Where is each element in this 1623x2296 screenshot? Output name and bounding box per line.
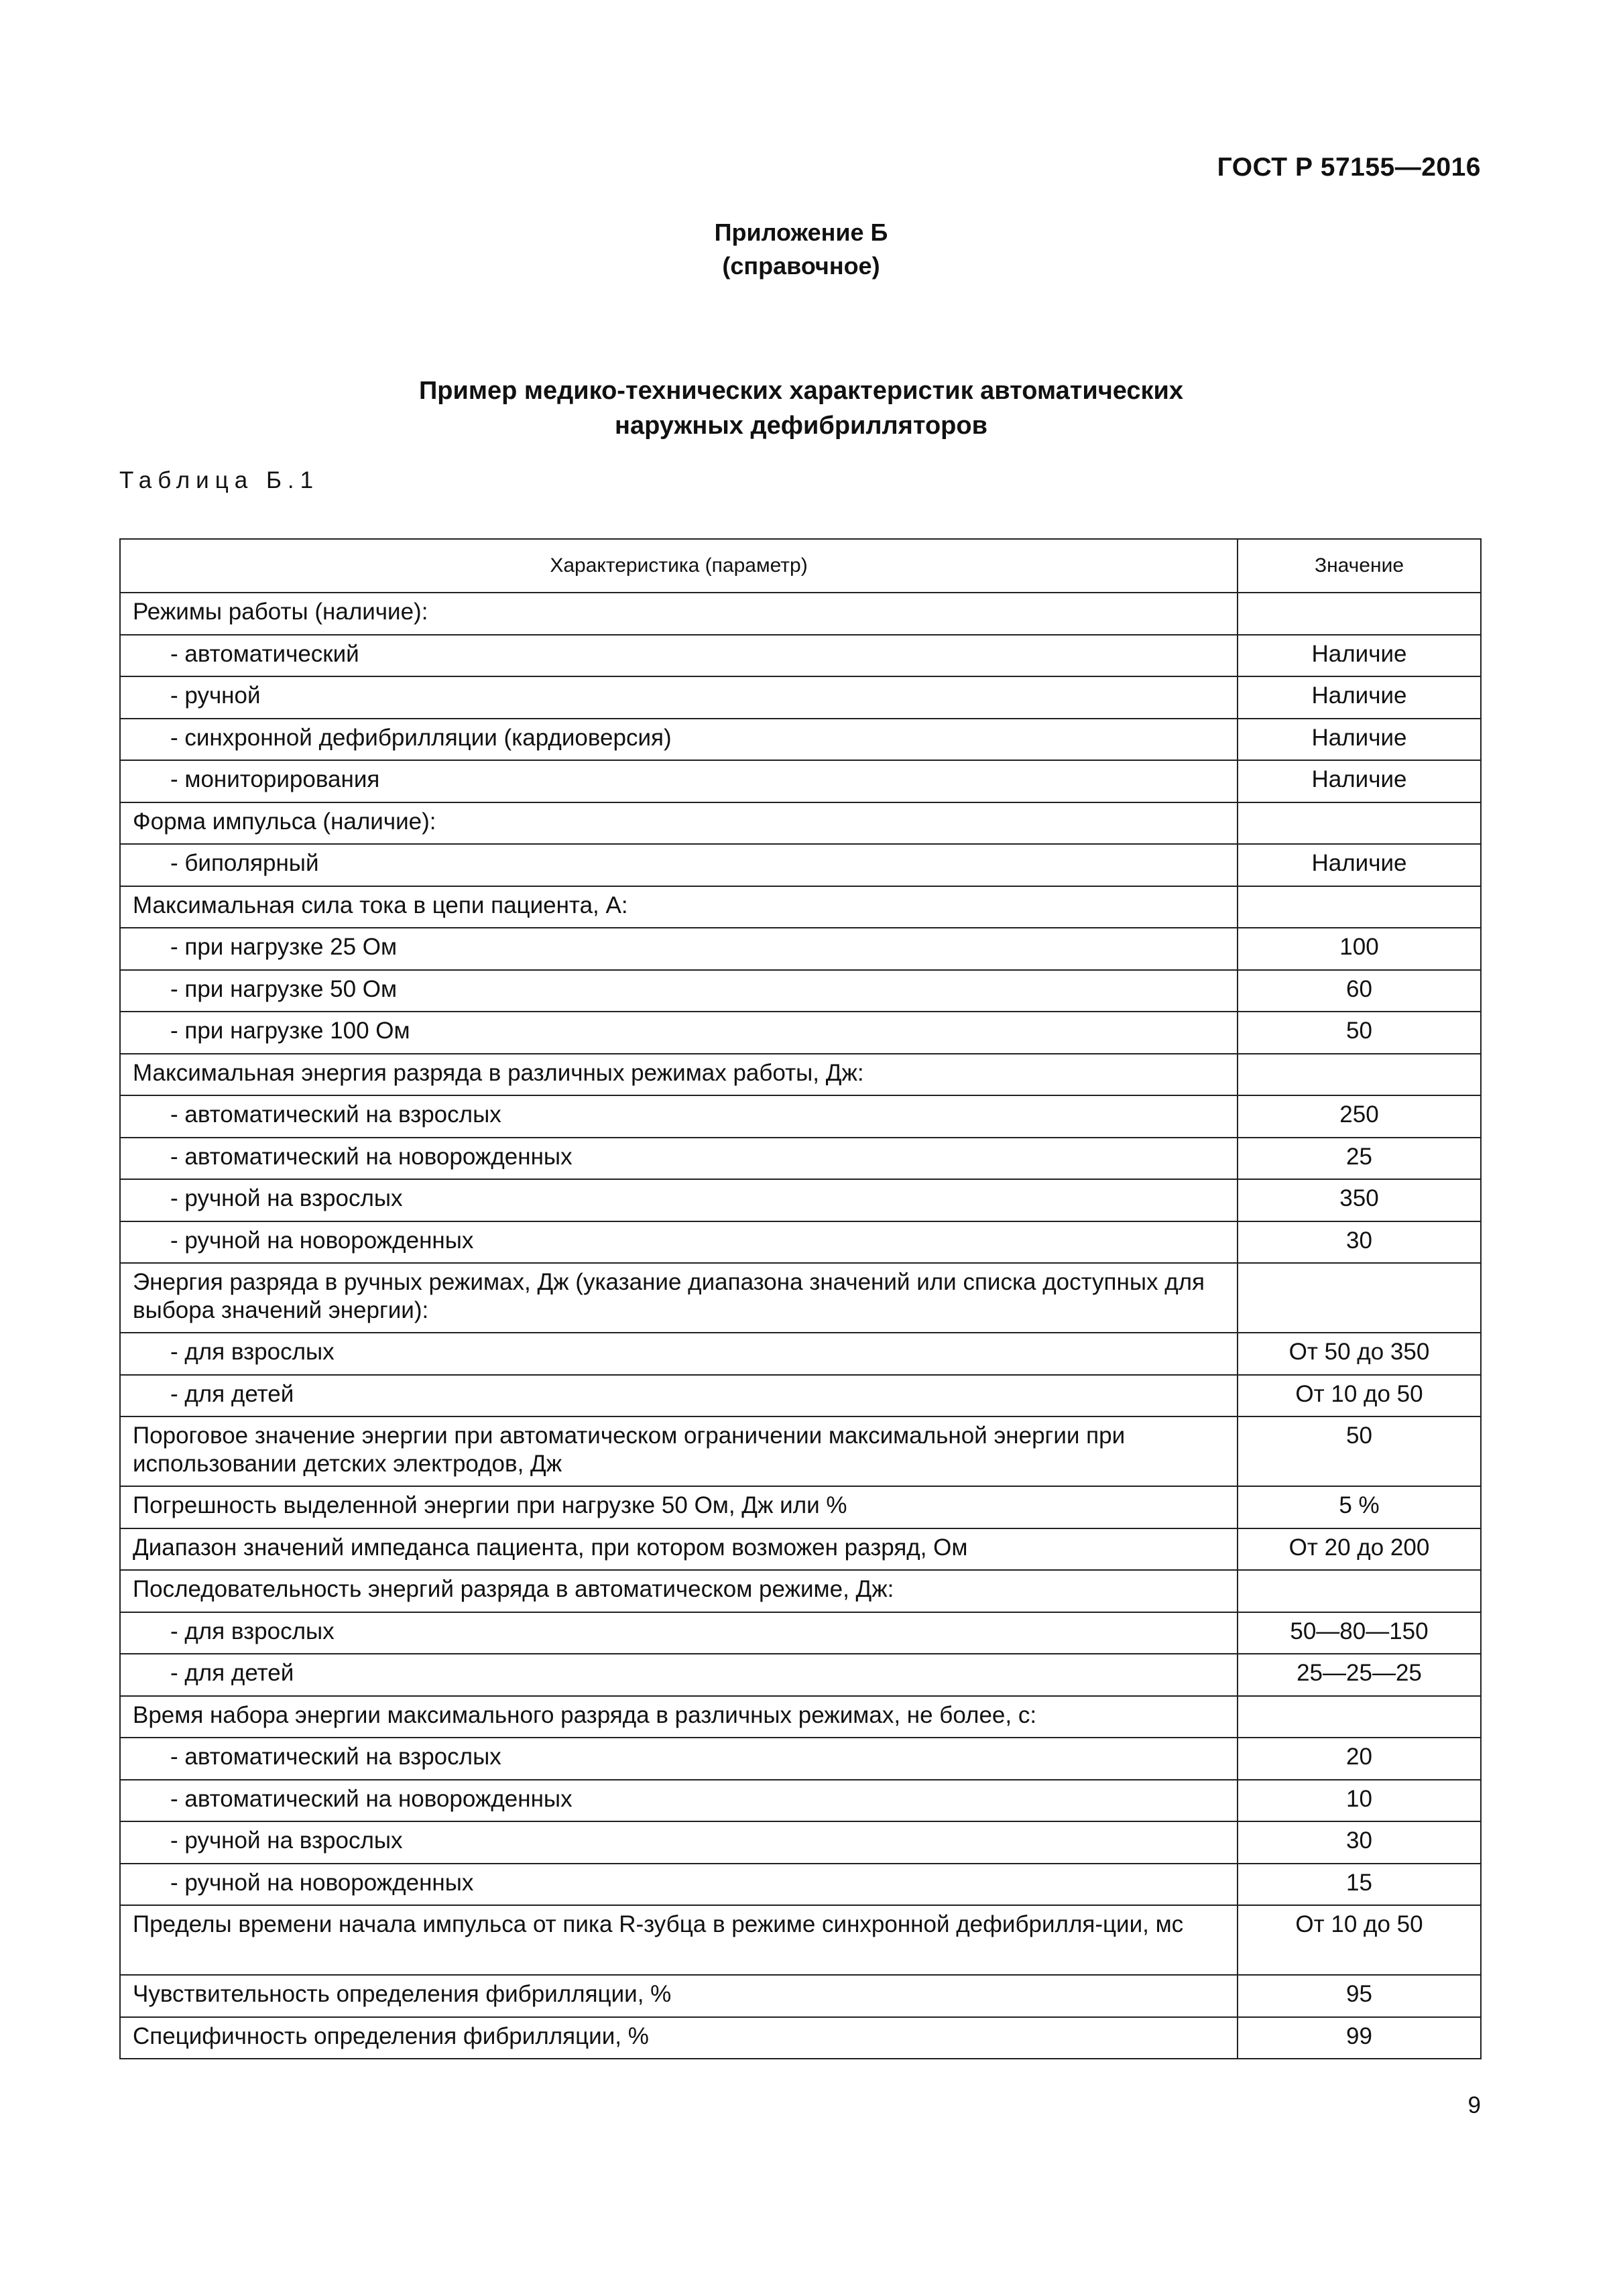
table-row (120, 1375, 1481, 1417)
table-row (120, 1905, 1481, 1975)
value-cell: 30 (1238, 1221, 1481, 1264)
value-cell: Наличие (1238, 760, 1481, 802)
value-cell: 15 (1238, 1864, 1481, 1906)
parameter-cell: Пороговое значение энергии при автоматическом ограничении максимальной энергии при использовании детских электродов, Дж (120, 1416, 1238, 1486)
value-cell: 10 (1238, 1780, 1481, 1822)
value-cell: Наличие (1238, 676, 1481, 719)
parameter-cell: - ручной на новорожденных (120, 1864, 1238, 1906)
value-cell: Наличие (1238, 719, 1481, 761)
page-number: 9 (1467, 2092, 1481, 2118)
parameter-cell: - мониторирования (120, 760, 1238, 802)
parameter-cell: - биполярный (120, 844, 1238, 886)
parameter-cell: - автоматический (120, 635, 1238, 677)
table-row (120, 1654, 1481, 1696)
value-cell: 350 (1238, 1179, 1481, 1221)
parameter-cell: - при нагрузке 100 Ом (120, 1012, 1238, 1054)
table-label: Таблица Б.1 (119, 467, 320, 493)
value-cell: 99 (1238, 2017, 1481, 2059)
parameter-cell: Режимы работы (наличие): (120, 593, 1238, 635)
column-header-value: Значение (1238, 539, 1481, 593)
parameter-cell: Максимальная энергия разряда в различных режимах работы, Дж: (120, 1054, 1238, 1096)
value-cell (1238, 1696, 1481, 1738)
parameter-cell: - ручной на взрослых (120, 1179, 1238, 1221)
table-row (120, 1054, 1481, 1096)
value-cell: 50—80—150 (1238, 1612, 1481, 1654)
value-cell: Наличие (1238, 844, 1481, 886)
table-row (120, 635, 1481, 677)
table-row (120, 886, 1481, 928)
document-title (0, 373, 1602, 443)
table-row (120, 844, 1481, 886)
table-row (120, 1263, 1481, 1333)
value-cell: 100 (1238, 928, 1481, 970)
value-cell: От 10 до 50 (1238, 1375, 1481, 1417)
value-cell (1238, 802, 1481, 845)
parameter-cell: - при нагрузке 25 Ом (120, 928, 1238, 970)
table-row (120, 1221, 1481, 1264)
table-row (120, 928, 1481, 970)
table-row (120, 676, 1481, 719)
value-cell (1238, 593, 1481, 635)
value-cell: 50 (1238, 1416, 1481, 1486)
table-body (120, 593, 1481, 2059)
table-row (120, 1570, 1481, 1612)
table-row (120, 1486, 1481, 1528)
table-row (120, 1821, 1481, 1864)
parameter-cell: Время набора энергии максимального разряда в различных режимах, не более, с: (120, 1696, 1238, 1738)
parameter-cell: - автоматический на новорожденных (120, 1780, 1238, 1822)
parameter-cell: Форма импульса (наличие): (120, 802, 1238, 845)
annex-type: (справочное) (722, 252, 880, 280)
parameter-cell: Энергия разряда в ручных режимах, Дж (указание диапазона значений или списка доступных для выбора значений энергии): (120, 1263, 1238, 1333)
table-row (120, 802, 1481, 845)
value-cell: 50 (1238, 1012, 1481, 1054)
parameter-cell: Специфичность определения фибрилляции, % (120, 2017, 1238, 2059)
table-row (120, 1333, 1481, 1375)
parameter-cell: - при нагрузке 50 Ом (120, 970, 1238, 1012)
parameter-cell: - ручной на новорожденных (120, 1221, 1238, 1264)
parameter-cell: Диапазон значений импеданса пациента, при котором возможен разряд, Ом (120, 1528, 1238, 1571)
value-cell: Наличие (1238, 635, 1481, 677)
characteristics-table (119, 538, 1482, 2059)
title-line-1: Пример медико-технических характеристик автоматических (418, 377, 1184, 405)
table-row (120, 1528, 1481, 1571)
value-cell: 5 % (1238, 1486, 1481, 1528)
value-cell: 20 (1238, 1738, 1481, 1780)
annex-label: Приложение Б (714, 219, 888, 246)
value-cell: 25—25—25 (1238, 1654, 1481, 1696)
table-row (120, 1738, 1481, 1780)
parameter-cell: Погрешность выделенной энергии при нагрузке 50 Ом, Дж или % (120, 1486, 1238, 1528)
table-row (120, 1696, 1481, 1738)
table-row (120, 593, 1481, 635)
table-row (120, 1138, 1481, 1180)
parameter-cell: Последовательность энергий разряда в автоматическом режиме, Дж: (120, 1570, 1238, 1612)
value-cell: От 10 до 50 (1238, 1905, 1481, 1975)
table-row (120, 1612, 1481, 1654)
parameter-cell: - синхронной дефибрилляции (кардиоверсия) (120, 719, 1238, 761)
table-row (120, 719, 1481, 761)
parameter-cell: - ручной на взрослых (120, 1821, 1238, 1864)
annex-heading (0, 216, 1602, 283)
parameter-cell: - для взрослых (120, 1612, 1238, 1654)
title-line-2: наружных дефибрилляторов (615, 412, 987, 440)
parameter-cell: - ручной (120, 676, 1238, 719)
table-row (120, 1012, 1481, 1054)
parameter-cell: - автоматический на взрослых (120, 1738, 1238, 1780)
table-row (120, 1179, 1481, 1221)
table-row (120, 1780, 1481, 1822)
parameter-cell: - автоматический на новорожденных (120, 1138, 1238, 1180)
value-cell: 60 (1238, 970, 1481, 1012)
table-row (120, 760, 1481, 802)
table-row (120, 970, 1481, 1012)
parameter-cell: - автоматический на взрослых (120, 1095, 1238, 1138)
value-cell: 95 (1238, 1975, 1481, 2017)
value-cell (1238, 1263, 1481, 1333)
parameter-cell: Пределы времени начала импульса от пика R-зубца в режиме синхронной дефибрилля-ции, мс (120, 1905, 1238, 1975)
value-cell (1238, 1570, 1481, 1612)
value-cell: 30 (1238, 1821, 1481, 1864)
value-cell: 250 (1238, 1095, 1481, 1138)
table-row (120, 1095, 1481, 1138)
table-row (120, 1864, 1481, 1906)
value-cell: 25 (1238, 1138, 1481, 1180)
column-header-parameter: Характеристика (параметр) (120, 539, 1238, 593)
value-cell (1238, 886, 1481, 928)
parameter-cell: - для детей (120, 1654, 1238, 1696)
table-header-row (120, 539, 1481, 593)
value-cell: От 20 до 200 (1238, 1528, 1481, 1571)
table-row (120, 1975, 1481, 2017)
value-cell (1238, 1054, 1481, 1096)
parameter-cell: - для взрослых (120, 1333, 1238, 1375)
table-row (120, 2017, 1481, 2059)
document-code: ГОСТ Р 57155—2016 (1217, 153, 1481, 182)
parameter-cell: - для детей (120, 1375, 1238, 1417)
value-cell: От 50 до 350 (1238, 1333, 1481, 1375)
parameter-cell: Чувствительность определения фибрилляции, % (120, 1975, 1238, 2017)
parameter-cell: Максимальная сила тока в цепи пациента, А: (120, 886, 1238, 928)
table-row (120, 1416, 1481, 1486)
